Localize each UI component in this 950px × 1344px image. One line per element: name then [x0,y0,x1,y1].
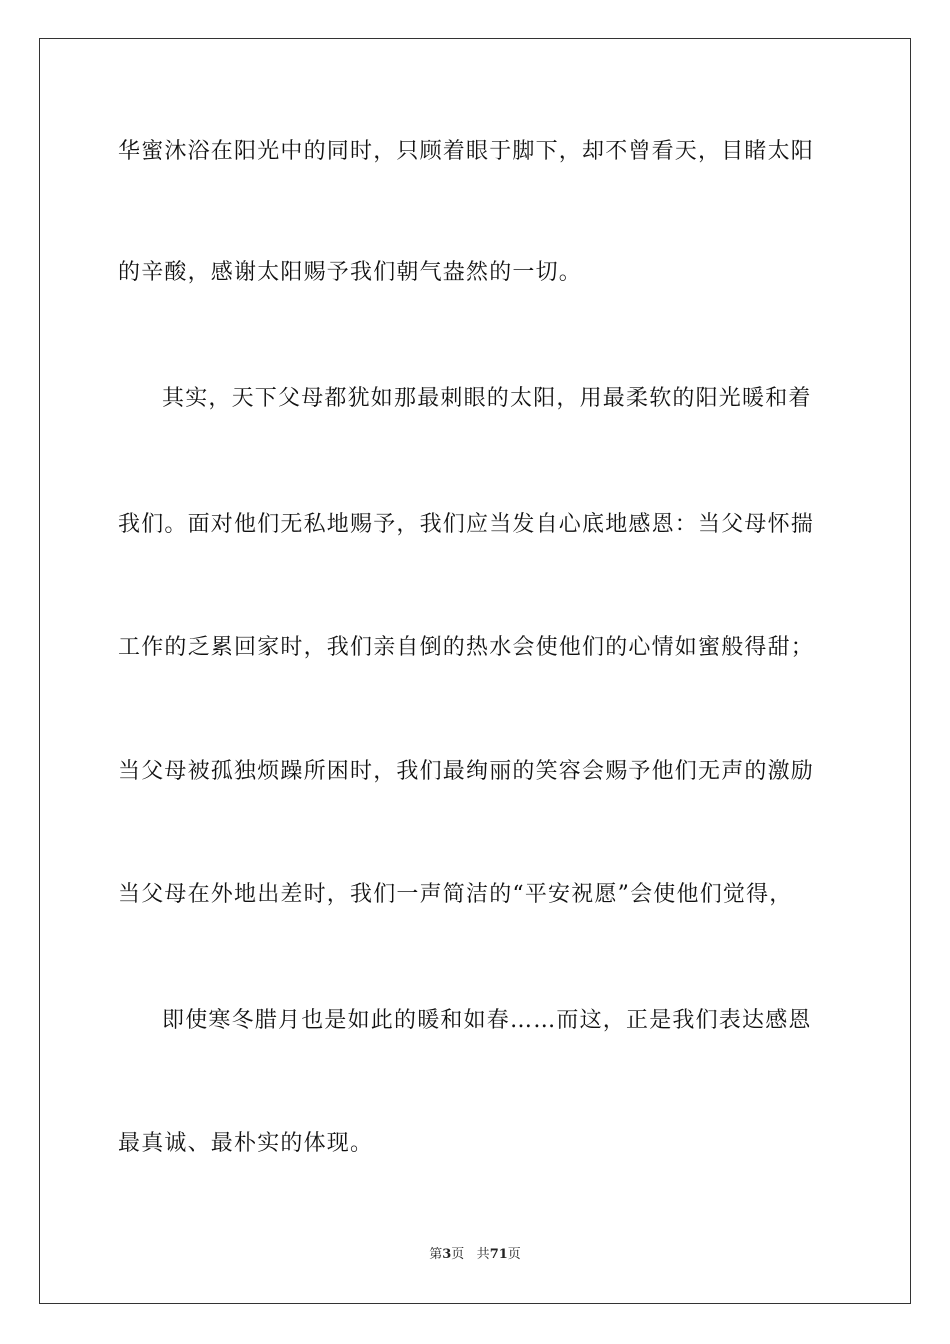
page-footer [0,1246,950,1264]
paragraph-line-2: 的辛酸，感谢太阳赐予我们朝气盎然的一切。 [118,260,583,285]
total-prefix: 共 [476,1247,490,1262]
paragraph-line-5: 工作的乏累回家时，我们亲自倒的热水会使他们的心情如蜜般得甜； [118,635,815,660]
page-suffix: 页 [451,1247,465,1262]
paragraph-line-6: 当父母被孤独烦躁所困时，我们最绚丽的笑容会赐予他们无声的激励 [118,759,815,784]
page-number: 3 [442,1247,452,1262]
total-pages: 71 [489,1247,508,1262]
paragraph-line-7: 当父母在外地出差时，我们一声简洁的“平安祝愿”会使他们觉得， [118,882,793,907]
page-prefix: 第 [429,1247,443,1262]
total-suffix: 页 [507,1247,521,1262]
paragraph-line-9: 最真诚、最朴实的体现。 [118,1131,374,1156]
paragraph-line-1: 华蜜沐浴在阳光中的同时，只顾着眼于脚下，却不曾看天，目睹太阳 [118,139,815,164]
paragraph-line-4: 我们。面对他们无私地赐予，我们应当发自心底地感恩：当父母怀揣 [118,512,815,537]
paragraph-line-3: 其实，天下父母都犹如那最刺眼的太阳，用最柔软的阳光暖和着 [162,386,812,411]
page-border [39,38,911,1304]
paragraph-line-8: 即使寒冬腊月也是如此的暖和如春……而这，正是我们表达感恩 [162,1008,812,1033]
